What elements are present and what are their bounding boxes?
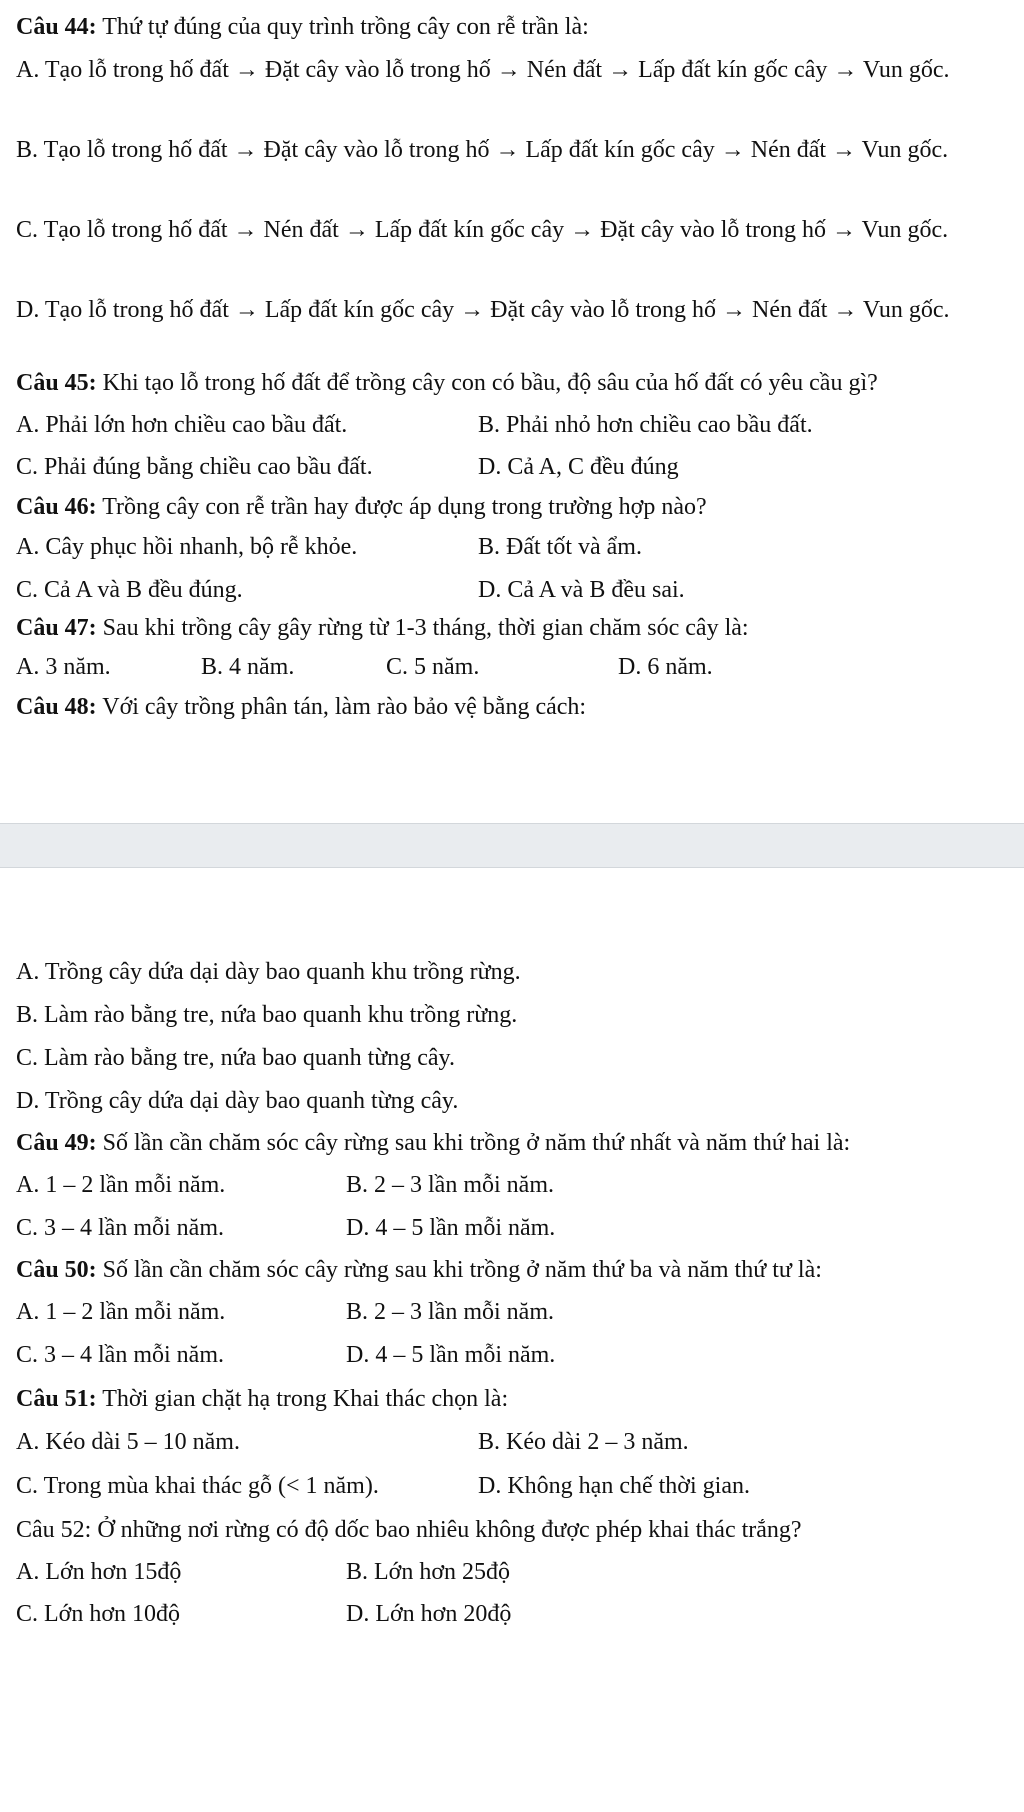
q52-option-d: D. Lớn hơn 20độ	[346, 1601, 512, 1627]
q47-stem	[16, 613, 749, 644]
q44-option-c: C. Tạo lỗ trong hố đất → Nén đất → Lấp đất kín gốc cây → Đặt cây vào lỗ trong hố → Vun gốc.	[16, 217, 949, 243]
q45-option-c: C. Phải đúng bằng chiều cao bầu đất.	[16, 454, 373, 480]
q49-option-d: D. 4 – 5 lần mỗi năm.	[346, 1215, 556, 1241]
q44-option-b: B. Tạo lỗ trong hố đất → Đặt cây vào lỗ trong hố → Lấp đất kín gốc cây → Nén đất → Vun gốc.	[16, 137, 949, 163]
q50-option-d: D. 4 – 5 lần mỗi năm.	[346, 1342, 556, 1368]
q49-option-c: C. 3 – 4 lần mỗi năm.	[16, 1215, 224, 1241]
q48-stem	[16, 692, 586, 723]
q48-option-b: B. Làm rào bằng tre, nứa bao quanh khu trồng rừng.	[16, 1002, 518, 1028]
q44-option-a: A. Tạo lỗ trong hố đất → Đặt cây vào lỗ trong hố → Nén đất → Lấp đất kín gốc cây → Vun gốc.	[16, 57, 950, 83]
page-gap-bottom-border	[0, 867, 1024, 868]
q47-number: Câu 47:	[16, 615, 97, 641]
q45-number: Câu 45:	[16, 370, 97, 396]
q48-text: Với cây trồng phân tán, làm rào bảo vệ bằng cách:	[96, 694, 587, 720]
q51-text: Thời gian chặt hạ trong Khai thác chọn là:	[96, 1386, 509, 1412]
q49-option-a: A. 1 – 2 lần mỗi năm.	[16, 1172, 226, 1198]
q46-text: Trồng cây con rễ trần hay được áp dụng trong trường hợp nào?	[96, 494, 707, 520]
q51-number: Câu 51:	[16, 1386, 97, 1412]
q49-text: Số lần cần chăm sóc cây rừng sau khi trồng ở năm thứ nhất và năm thứ hai là:	[96, 1130, 851, 1156]
q44-stem	[16, 12, 589, 43]
q47-option-a: A. 3 năm.	[16, 654, 111, 680]
q51-stem	[16, 1384, 508, 1415]
q45-option-a: A. Phải lớn hơn chiều cao bầu đất.	[16, 412, 348, 438]
q52-number: Câu 52:	[16, 1517, 92, 1543]
q52-text: Ở những nơi rừng có độ dốc bao nhiêu không được phép khai thác trắng?	[91, 1517, 802, 1543]
q47-option-b: B. 4 năm.	[201, 654, 295, 680]
q47-text: Sau khi trồng cây gây rừng từ 1-3 tháng, thời gian chăm sóc cây là:	[96, 615, 749, 641]
q50-stem	[16, 1255, 822, 1286]
q48-option-d: D. Trồng cây dứa dại dày bao quanh từng cây.	[16, 1088, 459, 1114]
q51-option-d: D. Không hạn chế thời gian.	[478, 1473, 750, 1499]
q44-option-d: D. Tạo lỗ trong hố đất → Lấp đất kín gốc cây → Đặt cây vào lỗ trong hố → Nén đất → Vun gốc.	[16, 297, 950, 323]
q47-option-c: C. 5 năm.	[386, 654, 480, 680]
q45-option-d: D. Cả A, C đều đúng	[478, 454, 679, 480]
q50-text: Số lần cần chăm sóc cây rừng sau khi trồng ở năm thứ ba và năm thứ tư là:	[96, 1257, 822, 1283]
q51-option-c: C. Trong mùa khai thác gỗ (< 1 năm).	[16, 1473, 379, 1499]
q45-text: Khi tạo lỗ trong hố đất để trồng cây con có bầu, độ sâu của hố đất có yêu cầu gì?	[96, 370, 878, 396]
q46-option-d: D. Cả A và B đều sai.	[478, 577, 685, 603]
q44-number: Câu 44:	[16, 14, 97, 40]
q51-option-b: B. Kéo dài 2 – 3 năm.	[478, 1429, 689, 1455]
q52-option-a: A. Lớn hơn 15độ	[16, 1559, 182, 1585]
q52-option-c: C. Lớn hơn 10độ	[16, 1601, 181, 1627]
q52-option-b: B. Lớn hơn 25độ	[346, 1559, 511, 1585]
q49-number: Câu 49:	[16, 1130, 97, 1156]
q48-number: Câu 48:	[16, 694, 97, 720]
q46-number: Câu 46:	[16, 494, 97, 520]
q50-option-a: A. 1 – 2 lần mỗi năm.	[16, 1299, 226, 1325]
q48-option-a: A. Trồng cây dứa dại dày bao quanh khu trồng rừng.	[16, 959, 521, 985]
q46-option-c: C. Cả A và B đều đúng.	[16, 577, 243, 603]
q45-stem	[16, 368, 878, 399]
q51-option-a: A. Kéo dài 5 – 10 năm.	[16, 1429, 240, 1455]
q50-option-b: B. 2 – 3 lần mỗi năm.	[346, 1299, 554, 1325]
q48-option-c: C. Làm rào bằng tre, nứa bao quanh từng cây.	[16, 1045, 455, 1071]
q50-number: Câu 50:	[16, 1257, 97, 1283]
q47-option-d: D. 6 năm.	[618, 654, 713, 680]
q52-stem	[16, 1515, 802, 1546]
q49-option-b: B. 2 – 3 lần mỗi năm.	[346, 1172, 554, 1198]
q44-text: Thứ tự đúng của quy trình trồng cây con rễ trần là:	[96, 14, 589, 40]
page-gap	[0, 823, 1024, 868]
q46-option-b: B. Đất tốt và ẩm.	[478, 534, 642, 560]
q46-option-a: A. Cây phục hồi nhanh, bộ rễ khỏe.	[16, 534, 358, 560]
q45-option-b: B. Phải nhỏ hơn chiều cao bầu đất.	[478, 412, 813, 438]
q50-option-c: C. 3 – 4 lần mỗi năm.	[16, 1342, 224, 1368]
q49-stem	[16, 1128, 850, 1159]
q46-stem	[16, 492, 707, 523]
page-gap-top-border	[0, 823, 1024, 824]
